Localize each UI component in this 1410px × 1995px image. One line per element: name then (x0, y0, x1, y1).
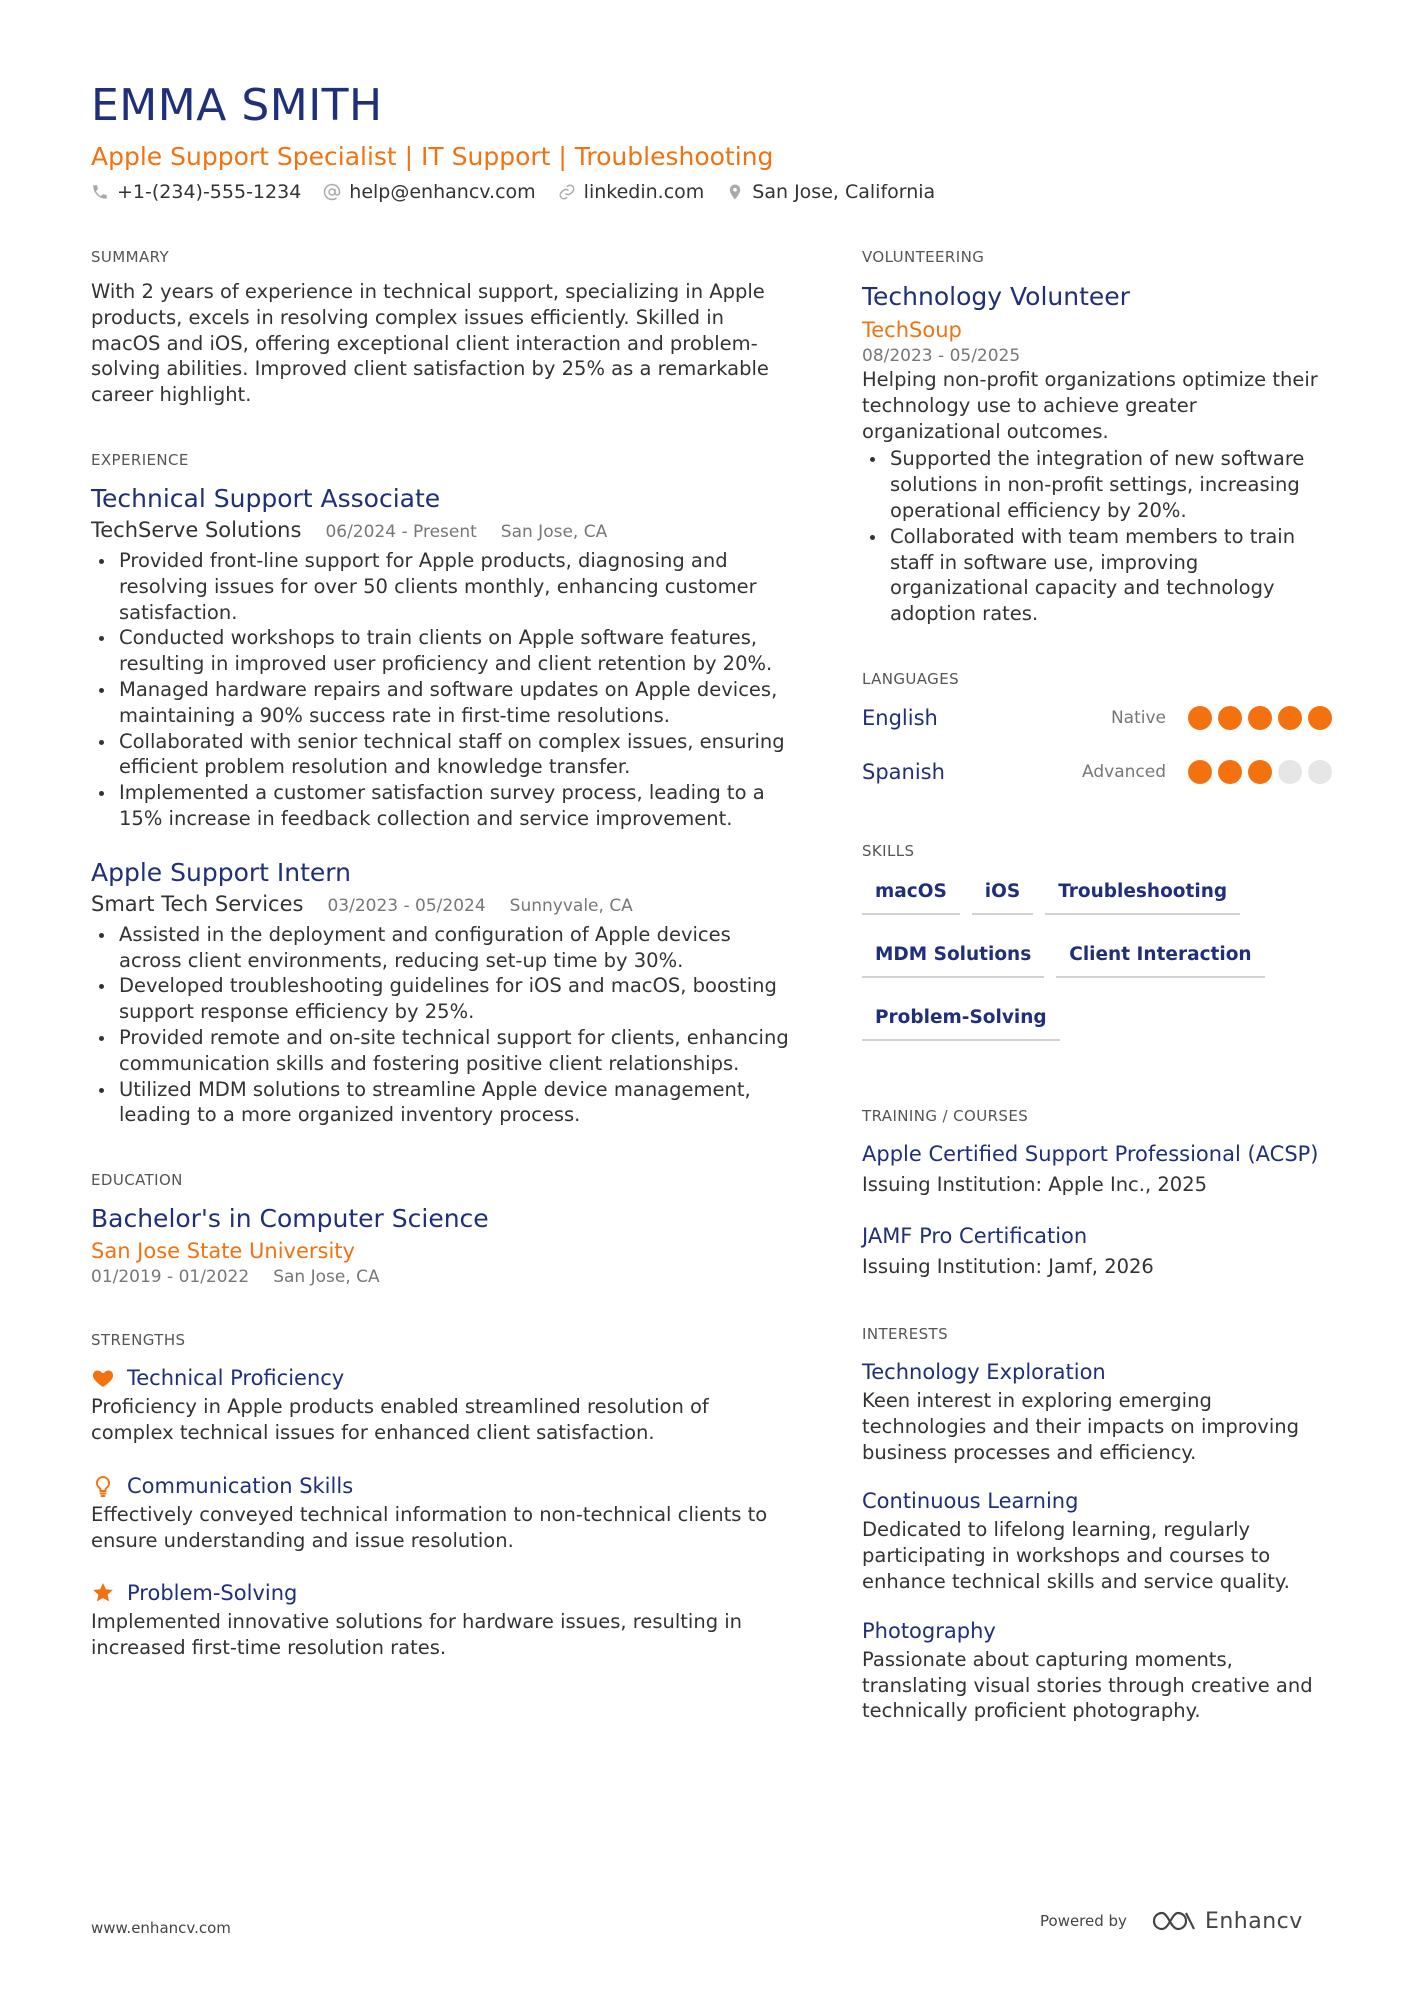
training-section (862, 1106, 1332, 1282)
interests-section (862, 1324, 1332, 1724)
interest-text: Dedicated to lifelong learning, regularly participating in workshops and courses to enhance technical skills and service quality. (862, 1518, 1290, 1593)
vol-description: Helping non-profit organizations optimize their technology use to achieve greater organizational outcomes. (862, 368, 1318, 443)
job-meta (91, 516, 791, 546)
volunteering-title: VOLUNTEERING (862, 248, 985, 266)
experience-title: EXPERIENCE (91, 450, 189, 469)
skill-tag: Troubleshooting (1045, 877, 1240, 915)
strength-head (91, 1577, 791, 1609)
strength-item (91, 1362, 791, 1446)
job-location: San Jose, CA (500, 521, 608, 542)
course-title: Apple Certified Support Professional (ACSP) (862, 1141, 1319, 1166)
strength-text: Proficiency in Apple products enabled streamlined resolution of complex technical issues for enhanced client satisfaction. (91, 1395, 709, 1444)
bullet-item: Provided front-line support for Apple products, diagnosing and resolving issues for over 50 clients monthly, enhancing customer satisfaction. (91, 548, 791, 625)
rating-dot-filled (1218, 706, 1242, 730)
bullet-item: Assisted in the deployment and configuration of Apple devices across client environments, reducing set-up time by 30%. (91, 922, 791, 974)
skill-tag: Problem-Solving (862, 1003, 1060, 1041)
languages-title: LANGUAGES (862, 669, 960, 688)
interest-title: Continuous Learning (862, 1489, 1079, 1514)
edu-meta (91, 1266, 791, 1288)
language-row (862, 691, 1332, 745)
rating-dot-filled (1248, 760, 1272, 784)
contact-bar (91, 179, 957, 205)
rating-dot-filled (1248, 706, 1272, 730)
interest-title: Photography (862, 1618, 996, 1643)
contact-location (726, 179, 935, 205)
experience-section (91, 450, 791, 1128)
interest-text: Keen interest in exploring emerging technologies and their impacts on improving business processes and efficiency. (862, 1388, 1299, 1464)
skill-tag: macOS (862, 877, 960, 915)
strength-item (91, 1470, 791, 1554)
powered-by-text: Powered by (1040, 1912, 1127, 1930)
edu-school: San Jose State University (91, 1239, 355, 1264)
email-text[interactable]: help@enhancv.com (349, 181, 536, 203)
headline: Apple Support Specialist | IT Support | Troubleshooting (91, 142, 774, 171)
course-item (862, 1220, 1332, 1282)
languages-section (862, 669, 1332, 799)
candidate-name: EMMA SMITH (91, 80, 383, 131)
footer-website[interactable]: www.enhancv.com (91, 1919, 231, 1937)
summary-text: With 2 years of experience in technical support, specializing in Apple products, excels in resolving complex issues efficiently. Skilled in macOS and iOS, offering exceptional client interaction and problem-solving abilities. Improved client satisfaction by 25% as a remarkable career highlight. (91, 280, 769, 407)
rating-dot-empty (1278, 760, 1302, 784)
education-section (91, 1170, 791, 1288)
rating-dot-filled (1188, 706, 1212, 730)
strength-text: Implemented innovative solutions for hardware issues, resulting in increased first-time resolution rates. (91, 1610, 743, 1660)
rating-dot-empty (1308, 760, 1332, 784)
edu-location: San Jose, CA (273, 1267, 380, 1288)
lightbulb-icon (91, 1474, 115, 1498)
strength-head (91, 1470, 791, 1502)
interest-item (862, 1485, 1332, 1594)
bullet-item: Conducted workshops to train clients on Apple software features, resulting in improved user proficiency and client retention by 20%. (91, 625, 791, 677)
job-dates: 03/2023 - 05/2024 (327, 895, 486, 916)
job-location: Sunnyvale, CA (509, 895, 633, 916)
strength-head (91, 1362, 791, 1394)
job-company: TechServe Solutions (91, 517, 302, 542)
strengths-title: STRENGTHS (91, 1331, 186, 1350)
education-title: EDUCATION (91, 1171, 183, 1190)
edu-degree: Bachelor's in Computer Science (91, 1204, 489, 1234)
training-title: TRAINING / COURSES (862, 1106, 1029, 1125)
language-name: English (862, 705, 938, 730)
course-institution: Issuing Institution: Apple Inc., 2025 (862, 1172, 1208, 1196)
volunteering-section (862, 247, 1332, 627)
language-level-group (1082, 760, 1332, 784)
skills-title: SKILLS (862, 841, 915, 860)
job-role: Apple Support Intern (91, 857, 351, 887)
skill-tag: Client Interaction (1056, 940, 1264, 978)
vol-dates: 08/2023 - 05/2025 (862, 346, 1021, 366)
summary-title: SUMMARY (91, 248, 170, 266)
bullet-item: Collaborated with senior technical staff on complex issues, ensuring efficient problem resolution and knowledge transfer. (91, 729, 791, 781)
language-rating (1182, 760, 1332, 784)
phone-icon (91, 183, 109, 201)
interests-title: INTERESTS (862, 1324, 948, 1343)
job-entry (91, 482, 791, 832)
strength-title: Communication Skills (127, 1473, 354, 1498)
vol-role: Technology Volunteer (862, 282, 1130, 311)
enhancv-logo-icon (1151, 1908, 1197, 1934)
skill-tag: iOS (972, 877, 1033, 915)
interest-title: Technology Exploration (862, 1359, 1106, 1384)
rating-dot-filled (1308, 706, 1332, 730)
language-rating (1182, 706, 1332, 730)
heart-icon (91, 1366, 115, 1390)
job-bullets (91, 548, 791, 832)
vol-bullets (862, 446, 1332, 627)
course-item (862, 1138, 1332, 1200)
interest-item (862, 1615, 1332, 1724)
language-name: Spanish (862, 759, 945, 784)
course-institution: Issuing Institution: Jamf, 2026 (862, 1254, 1154, 1278)
strength-item (91, 1577, 791, 1661)
contact-linkedin[interactable] (558, 179, 705, 205)
linkedin-text[interactable]: linkedin.com (583, 181, 705, 203)
strengths-section (91, 1330, 791, 1661)
left-column (91, 247, 791, 1703)
bullet-item: Developed troubleshooting guidelines for iOS and macOS, boosting support response efficiency by 25%. (91, 973, 791, 1025)
contact-email[interactable] (323, 179, 535, 205)
job-meta (91, 890, 791, 920)
job-entry (91, 856, 791, 1128)
strength-title: Technical Proficiency (127, 1366, 345, 1391)
brand-name: Enhancv (1204, 1908, 1303, 1934)
job-dates: 06/2024 - Present (325, 521, 477, 542)
right-column (862, 247, 1332, 1766)
skills-list (862, 877, 1332, 1066)
footer-branding (1040, 1908, 1303, 1934)
skill-tag: MDM Solutions (862, 940, 1044, 978)
location-pin-icon (726, 183, 744, 201)
job-bullets (91, 922, 791, 1128)
language-level-group (1111, 706, 1332, 730)
bullet-item: Utilized MDM solutions to streamline Apple device management, leading to a more organized inventory process. (91, 1077, 791, 1129)
edu-dates: 01/2019 - 01/2022 (91, 1267, 250, 1288)
strength-title: Problem-Solving (127, 1581, 298, 1606)
job-company: Smart Tech Services (91, 891, 304, 916)
at-icon (323, 183, 341, 201)
skills-section (862, 841, 1332, 1066)
job-role: Technical Support Associate (91, 483, 441, 513)
summary-section (91, 247, 791, 408)
bullet-item: Provided remote and on-site technical support for clients, enhancing communication skills and fostering positive client relationships. (91, 1025, 791, 1077)
interest-text: Passionate about capturing moments, translating visual stories through creative and technically proficient photography. (862, 1647, 1313, 1723)
phone-text: +1-(234)-555-1234 (117, 181, 302, 203)
contact-phone (91, 179, 301, 205)
bullet-item: Implemented a customer satisfaction survey process, leading to a 15% increase in feedback collection and service improvement. (91, 780, 791, 832)
bullet-item: Collaborated with team members to train staff in software use, improving organizational capacity and technology adoption rates. (862, 524, 1332, 627)
bullet-item: Managed hardware repairs and software updates on Apple devices, maintaining a 90% success rate in first-time resolutions. (91, 677, 791, 729)
course-title: JAMF Pro Certification (862, 1223, 1088, 1248)
rating-dot-filled (1218, 760, 1242, 784)
vol-org: TechSoup (862, 318, 962, 342)
rating-dot-filled (1278, 706, 1302, 730)
strength-text: Effectively conveyed technical information to non-technical clients to ensure understanding and issue resolution. (91, 1502, 768, 1552)
language-level: Native (1110, 707, 1166, 728)
rating-dot-filled (1188, 760, 1212, 784)
language-level: Advanced (1082, 761, 1166, 782)
bullet-item: Supported the integration of new software solutions in non-profit settings, increasing operational efficiency by 20%. (862, 446, 1332, 523)
interest-item (862, 1356, 1332, 1465)
location-text: San Jose, California (752, 181, 936, 203)
star-icon (91, 1581, 115, 1605)
link-icon (558, 183, 576, 201)
language-row (862, 745, 1332, 799)
